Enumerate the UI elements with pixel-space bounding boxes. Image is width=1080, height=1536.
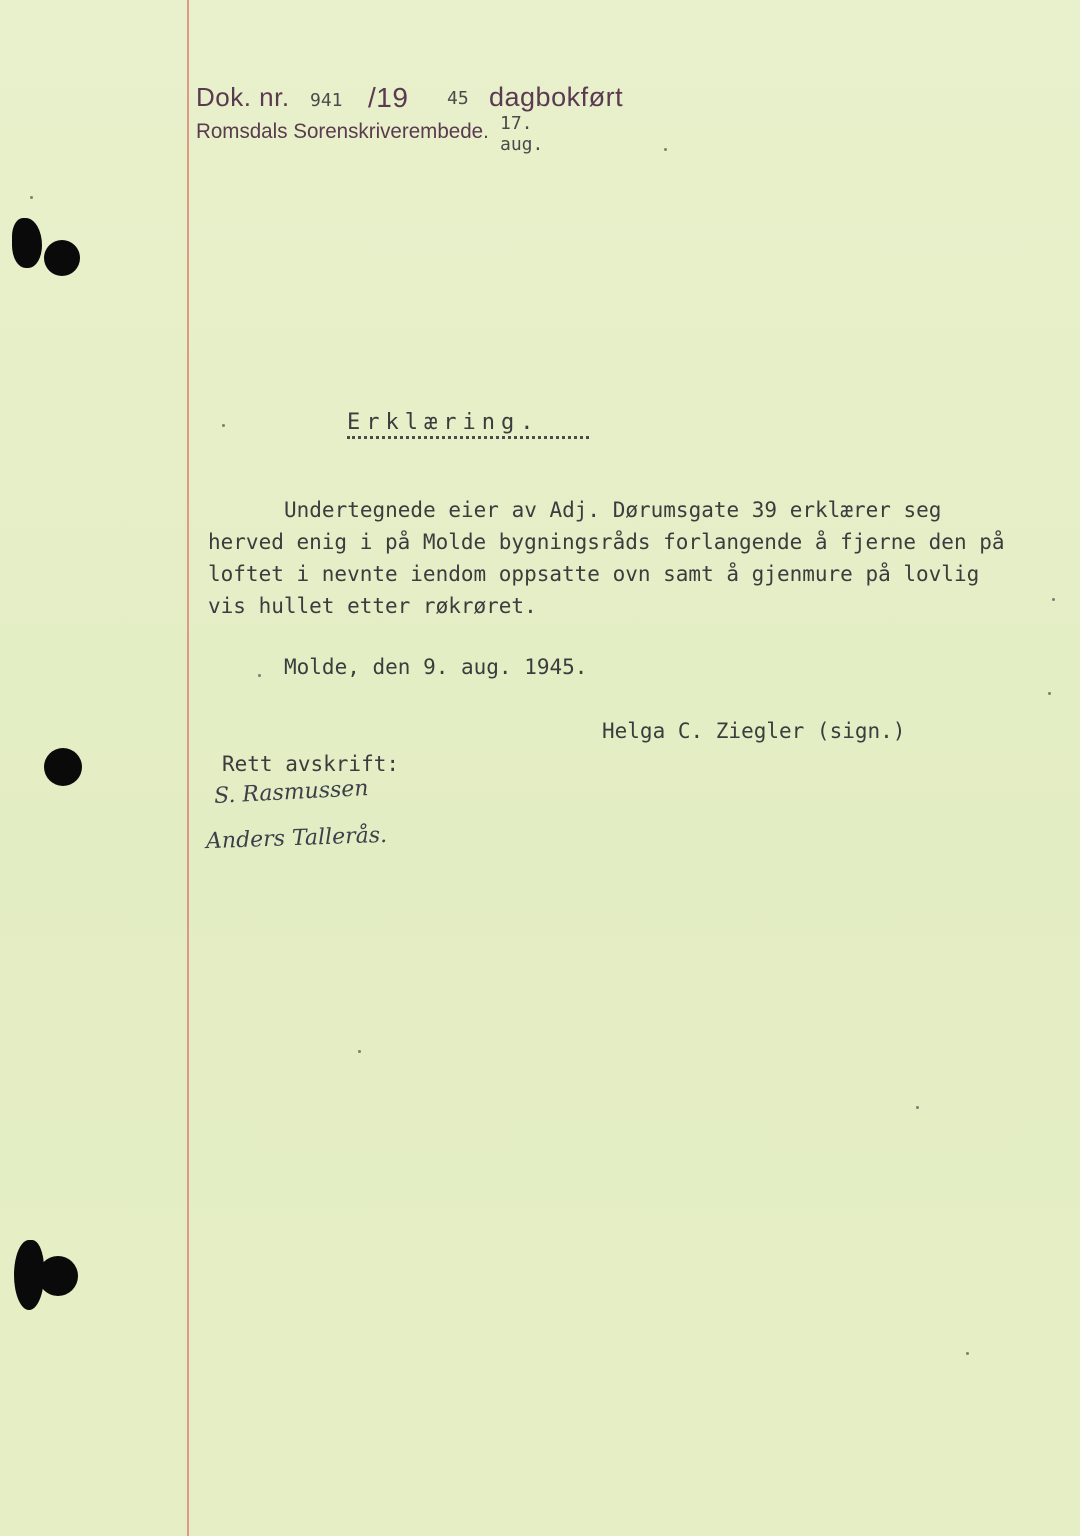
document-title: Erklæring. — [347, 410, 540, 435]
punch-hole-top — [44, 240, 80, 276]
speck — [664, 148, 667, 151]
body-line: loftet i nevnte iendom oppsatte ovn samt å gjenmure på lovlig — [208, 562, 980, 586]
body-line: herved enig i på Molde bygningsråds forlangende å fjerne den på — [208, 530, 1005, 554]
body-line: Undertegnede eier av Adj. Dørumsgate 39 erklærer seg — [284, 498, 942, 522]
speck — [916, 1106, 919, 1109]
speck — [358, 1050, 361, 1053]
punch-hole-bottom-edge — [14, 1240, 44, 1310]
stamp-office: Romsdals Sorenskriverembede. — [196, 120, 489, 143]
speck — [30, 196, 33, 199]
stamp-year-prefix: /19 — [368, 82, 409, 113]
speck — [258, 674, 261, 677]
punch-hole-middle — [44, 748, 82, 786]
punch-hole-top-edge — [12, 218, 42, 268]
handwritten-signature-1: S. Rasmussen — [213, 775, 370, 810]
stamp-dok-number: 941 — [310, 90, 343, 111]
punch-hole-bottom — [38, 1256, 78, 1296]
speck — [966, 1352, 969, 1355]
title-underline — [347, 436, 589, 439]
stamp-dagbokfort: dagbokført — [489, 82, 624, 112]
speck — [1052, 598, 1055, 601]
margin-rule — [187, 0, 189, 1536]
handwritten-signature-2: Anders Tallerås. — [205, 822, 388, 855]
true-copy-label: Rett avskrift: — [222, 752, 400, 776]
stamp-dok-label: Dok. nr. — [196, 82, 290, 112]
declaration-body — [208, 494, 1018, 622]
stamp-date: 17. aug. — [500, 113, 544, 155]
typed-signature: Helga C. Ziegler (sign.) — [602, 719, 906, 743]
stamp-year-suffix: 45 — [447, 88, 469, 109]
body-line: vis hullet etter røkrøret. — [208, 594, 537, 618]
speck — [222, 424, 225, 427]
speck — [1048, 692, 1051, 695]
place-date: Molde, den 9. aug. 1945. — [284, 655, 588, 679]
